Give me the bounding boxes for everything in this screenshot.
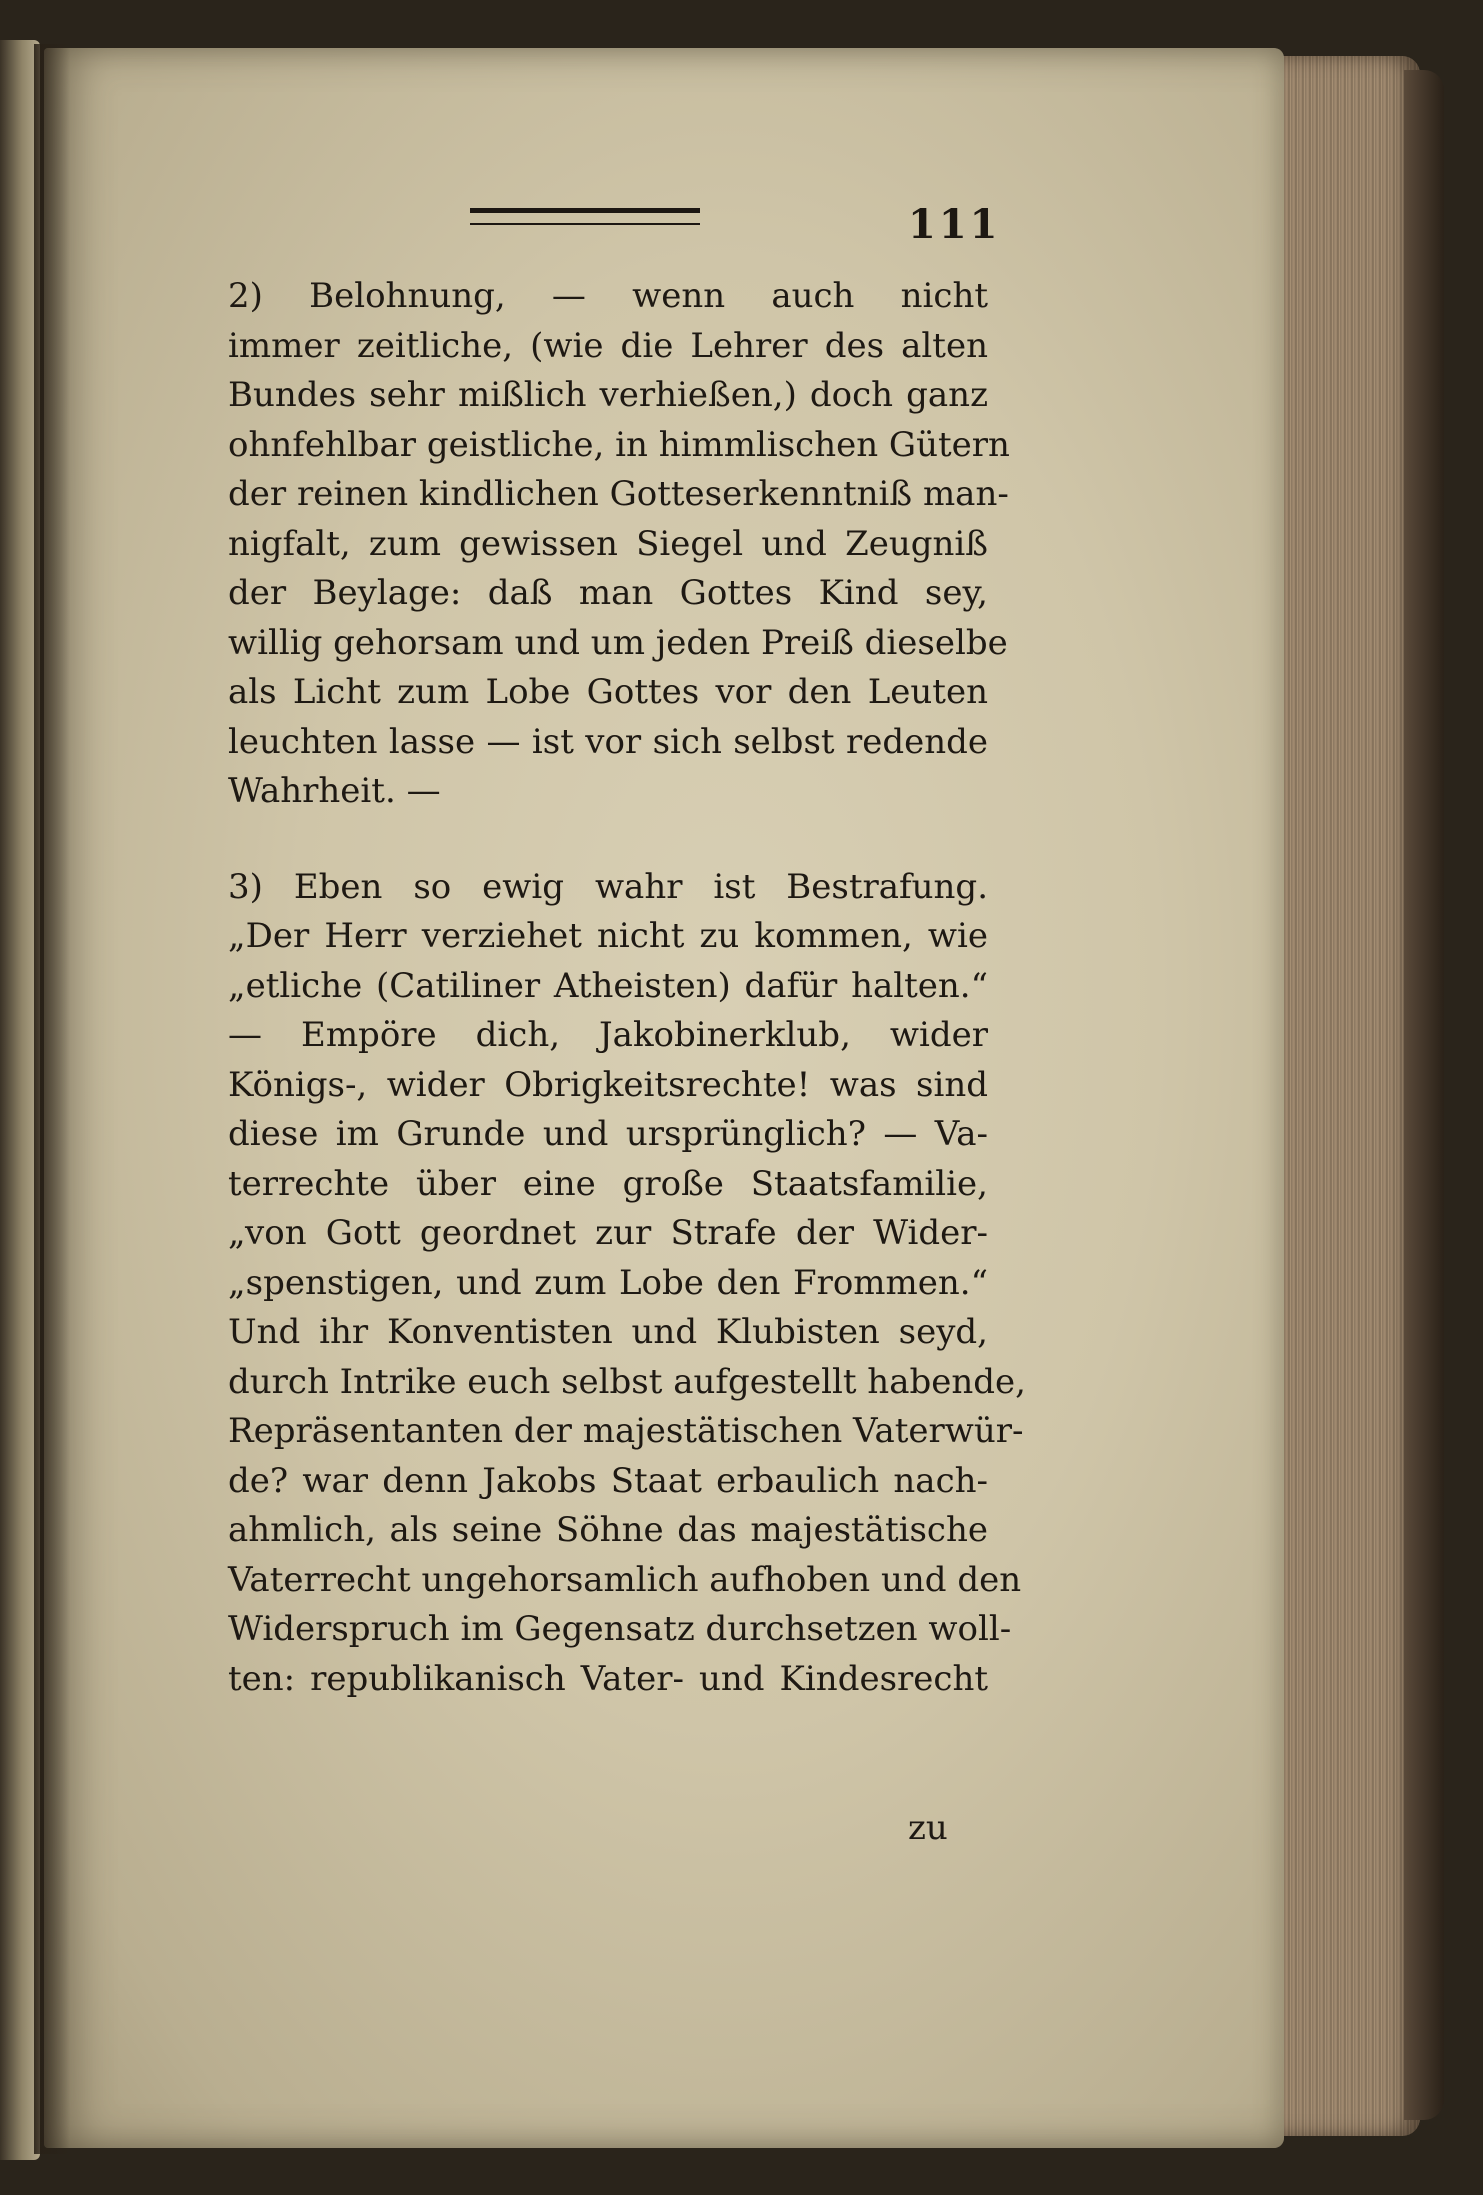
text-line: „von Gott geordnet zur Strafe der Wider- [228, 1213, 988, 1253]
text-line: 3) Eben so ewig wahr ist Bestrafung. [228, 866, 988, 907]
page-block-fore-edge [1270, 56, 1420, 2136]
text-line: immer zeitliche, (wie die Lehrer des alten [228, 325, 988, 366]
text-line: der reinen kindlichen Gotteserkenntniß man- [228, 474, 1009, 514]
text-line: 2) Belohnung, — wenn auch nicht [228, 276, 988, 316]
text-line: nigfalt, zum gewissen Siegel und Zeugniß [228, 523, 988, 564]
text-line: terrechte über eine große Staatsfamilie, [228, 1163, 988, 1204]
text-line: leuchten lasse — ist vor sich selbst redende [228, 721, 988, 762]
text-line: der Beylage: daß man Gottes Kind sey, [228, 573, 988, 613]
text-line: de? war denn Jakobs Staat erbaulich nach- [228, 1460, 988, 1501]
text-line: Bundes sehr mißlich verhießen,) doch ganz [228, 375, 988, 415]
text-line: Königs-, wider Obrigkeitsrechte! was sind [228, 1064, 988, 1105]
paragraph-1 [228, 272, 1010, 817]
text-line: ohnfehlbar geistliche, in himmlischen Gütern [228, 424, 1010, 465]
text-line: Und ihr Konventisten und Klubisten seyd, [228, 1312, 988, 1352]
gutter-shadow [34, 44, 70, 2154]
text-line: diese im Grunde und ursprünglich? — Va- [228, 1114, 988, 1154]
text-line: ahmlich, als seine Söhne das majestätische [228, 1510, 988, 1550]
text-line: — Empöre dich, Jakobinerklub, wider [228, 1015, 988, 1055]
catchword: zu [908, 1808, 948, 1848]
header-rule [470, 208, 700, 225]
text-line: „etliche (Catiliner Atheisten) dafür halten.“ [228, 965, 988, 1006]
page-number: 111 [908, 201, 1001, 248]
text-line: Widerspruch im Gegensatz durchsetzen woll- [228, 1609, 1012, 1649]
paragraph-2 [228, 863, 1026, 1705]
book-cover-edge [1404, 70, 1444, 2120]
text-line: Vaterrecht ungehorsamlich aufhoben und den [228, 1559, 1022, 1600]
text-line: Repräsentanten der majestätischen Vaterwür- [228, 1411, 1024, 1451]
text-line: „Der Herr verziehet nicht zu kommen, wie [228, 916, 988, 956]
text-line: „spenstigen, und zum Lobe den Frommen.“ [228, 1262, 988, 1303]
text-line: Wahrheit. — [228, 771, 441, 811]
body-text [228, 272, 1026, 1704]
text-line: als Licht zum Lobe Gottes vor den Leuten [228, 672, 988, 712]
paragraph-gap [228, 817, 988, 863]
text-line: willig gehorsam und um jeden Preiß dieselbe [228, 622, 1008, 663]
text-line: durch Intrike euch selbst aufgestellt habende, [228, 1361, 1026, 1402]
text-line: ten: republikanisch Vater- und Kindesrecht [228, 1658, 988, 1699]
